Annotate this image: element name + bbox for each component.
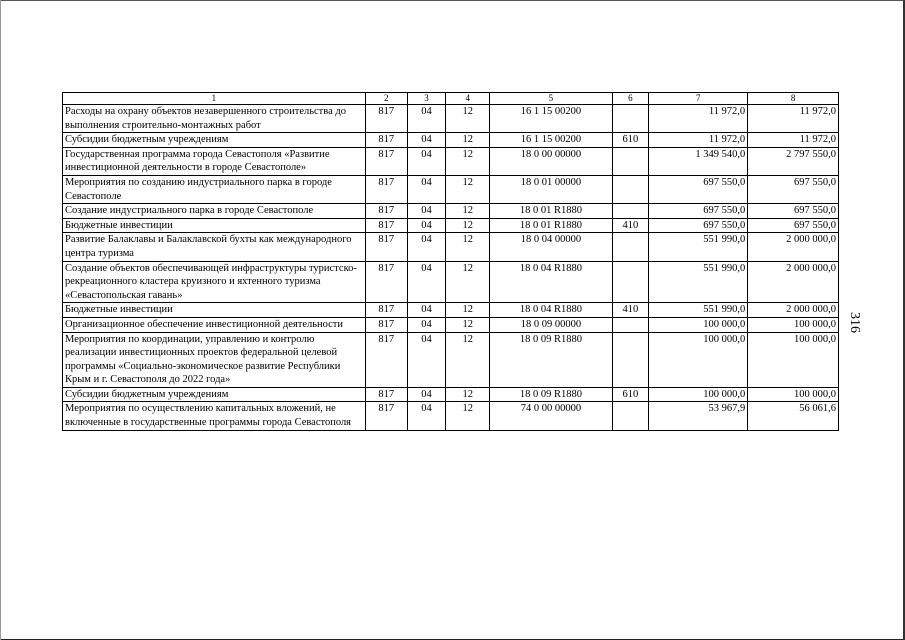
- expense-name-cell: Государственная программа города Севастополя «Развитие инвестиционной деятельности в городе Севастополе»: [63, 147, 366, 175]
- target-article-cell: 18 0 04 R1880: [490, 261, 612, 303]
- subsection-code-cell: 12: [446, 303, 490, 318]
- table-row: [63, 175, 839, 203]
- amount-year1-cell: 697 550,0: [649, 218, 748, 233]
- header-col-7: 7: [649, 93, 748, 105]
- admin-code-cell: 817: [365, 218, 407, 233]
- section-code-cell: 04: [407, 204, 446, 219]
- section-code-cell: 04: [407, 218, 446, 233]
- expense-type-cell: 410: [612, 218, 649, 233]
- admin-code-cell: 817: [365, 303, 407, 318]
- admin-code-cell: 817: [365, 317, 407, 332]
- subsection-code-cell: 12: [446, 218, 490, 233]
- admin-code-cell: 817: [365, 402, 407, 430]
- table-body: [63, 105, 839, 431]
- expense-type-cell: [612, 402, 649, 430]
- expense-name-cell: Мероприятия по координации, управлению и контролю реализации инвестиционных проектов федеральной целевой программы «Социально-экономическое развитие Республики Крым и г. Севастополя до 2022 года»: [63, 332, 366, 387]
- expense-type-cell: 610: [612, 387, 649, 402]
- amount-year2-cell: 100 000,0: [748, 332, 839, 387]
- section-code-cell: 04: [407, 105, 446, 133]
- table-row: [63, 387, 839, 402]
- amount-year1-cell: 100 000,0: [649, 317, 748, 332]
- scan-edge-top: [0, 0, 905, 1]
- table-header: [63, 93, 839, 105]
- table-row: [63, 332, 839, 387]
- amount-year1-cell: 11 972,0: [649, 133, 748, 148]
- amount-year2-cell: 697 550,0: [748, 204, 839, 219]
- header-col-4: 4: [446, 93, 490, 105]
- admin-code-cell: 817: [365, 133, 407, 148]
- section-code-cell: 04: [407, 402, 446, 430]
- amount-year2-cell: 56 061,6: [748, 402, 839, 430]
- expense-type-cell: [612, 261, 649, 303]
- section-code-cell: 04: [407, 175, 446, 203]
- target-article-cell: 18 0 09 00000: [490, 317, 612, 332]
- target-article-cell: 18 0 09 R1880: [490, 387, 612, 402]
- target-article-cell: 16 1 15 00200: [490, 105, 612, 133]
- expense-name-cell: Субсидии бюджетным учреждениям: [63, 133, 366, 148]
- table-row: [63, 303, 839, 318]
- amount-year2-cell: 100 000,0: [748, 387, 839, 402]
- amount-year1-cell: 697 550,0: [649, 204, 748, 219]
- admin-code-cell: 817: [365, 105, 407, 133]
- expense-name-cell: Создание индустриального парка в городе Севастополе: [63, 204, 366, 219]
- admin-code-cell: 817: [365, 387, 407, 402]
- amount-year1-cell: 53 967,9: [649, 402, 748, 430]
- target-article-cell: 18 0 01 00000: [490, 175, 612, 203]
- header-col-1: 1: [63, 93, 366, 105]
- header-col-3: 3: [407, 93, 446, 105]
- expense-type-cell: [612, 332, 649, 387]
- subsection-code-cell: 12: [446, 332, 490, 387]
- amount-year2-cell: 11 972,0: [748, 105, 839, 133]
- target-article-cell: 74 0 00 00000: [490, 402, 612, 430]
- amount-year2-cell: 2 797 550,0: [748, 147, 839, 175]
- table-row: [63, 147, 839, 175]
- admin-code-cell: 817: [365, 147, 407, 175]
- amount-year2-cell: 2 000 000,0: [748, 233, 839, 261]
- amount-year1-cell: 100 000,0: [649, 387, 748, 402]
- section-code-cell: 04: [407, 317, 446, 332]
- expense-type-cell: [612, 204, 649, 219]
- subsection-code-cell: 12: [446, 261, 490, 303]
- amount-year2-cell: 2 000 000,0: [748, 261, 839, 303]
- admin-code-cell: 817: [365, 233, 407, 261]
- expense-type-cell: [612, 233, 649, 261]
- expense-name-cell: Субсидии бюджетным учреждениям: [63, 387, 366, 402]
- expense-type-cell: [612, 317, 649, 332]
- table-row: [63, 261, 839, 303]
- amount-year2-cell: 697 550,0: [748, 218, 839, 233]
- amount-year1-cell: 551 990,0: [649, 261, 748, 303]
- target-article-cell: 18 0 01 R1880: [490, 218, 612, 233]
- subsection-code-cell: 12: [446, 133, 490, 148]
- amount-year2-cell: 100 000,0: [748, 317, 839, 332]
- scan-edge-left: [0, 0, 1, 640]
- table-row: [63, 133, 839, 148]
- table-row: [63, 218, 839, 233]
- expense-name-cell: Бюджетные инвестиции: [63, 218, 366, 233]
- subsection-code-cell: 12: [446, 147, 490, 175]
- expense-name-cell: Мероприятия по осуществлению капитальных вложений, не включенные в государственные программы города Севастополя: [63, 402, 366, 430]
- header-col-8: 8: [748, 93, 839, 105]
- amount-year1-cell: 697 550,0: [649, 175, 748, 203]
- section-code-cell: 04: [407, 233, 446, 261]
- admin-code-cell: 817: [365, 332, 407, 387]
- amount-year2-cell: 697 550,0: [748, 175, 839, 203]
- subsection-code-cell: 12: [446, 233, 490, 261]
- table-row: [63, 317, 839, 332]
- table-row: [63, 402, 839, 430]
- expense-name-cell: Создание объектов обеспечивающей инфраструктуры туристско-рекреационного кластера круизного и яхтенного туризма «Севастопольская гавань»: [63, 261, 366, 303]
- target-article-cell: 18 0 00 00000: [490, 147, 612, 175]
- expense-name-cell: Бюджетные инвестиции: [63, 303, 366, 318]
- header-row: [63, 93, 839, 105]
- target-article-cell: 18 0 04 R1880: [490, 303, 612, 318]
- amount-year2-cell: 11 972,0: [748, 133, 839, 148]
- expense-name-cell: Мероприятия по созданию индустриального парка в городе Севастополе: [63, 175, 366, 203]
- header-col-5: 5: [490, 93, 612, 105]
- amount-year1-cell: 100 000,0: [649, 332, 748, 387]
- amount-year1-cell: 11 972,0: [649, 105, 748, 133]
- page-number: 316: [847, 312, 862, 333]
- admin-code-cell: 817: [365, 204, 407, 219]
- expense-type-cell: [612, 105, 649, 133]
- target-article-cell: 18 0 01 R1880: [490, 204, 612, 219]
- target-article-cell: 16 1 15 00200: [490, 133, 612, 148]
- expense-name-cell: Организационное обеспечение инвестиционной деятельности: [63, 317, 366, 332]
- subsection-code-cell: 12: [446, 204, 490, 219]
- table-row: [63, 204, 839, 219]
- target-article-cell: 18 0 09 R1880: [490, 332, 612, 387]
- table-row: [63, 105, 839, 133]
- amount-year2-cell: 2 000 000,0: [748, 303, 839, 318]
- expense-type-cell: 410: [612, 303, 649, 318]
- section-code-cell: 04: [407, 147, 446, 175]
- subsection-code-cell: 12: [446, 402, 490, 430]
- expense-type-cell: [612, 175, 649, 203]
- section-code-cell: 04: [407, 387, 446, 402]
- amount-year1-cell: 551 990,0: [649, 233, 748, 261]
- expense-name-cell: Развитие Балаклавы и Балаклавской бухты как международного центра туризма: [63, 233, 366, 261]
- amount-year1-cell: 551 990,0: [649, 303, 748, 318]
- subsection-code-cell: 12: [446, 175, 490, 203]
- budget-table: [62, 92, 839, 431]
- header-col-2: 2: [365, 93, 407, 105]
- expense-name-cell: Расходы на охрану объектов незавершенного строительства до выполнения строительно-монтажных работ: [63, 105, 366, 133]
- section-code-cell: 04: [407, 133, 446, 148]
- admin-code-cell: 817: [365, 261, 407, 303]
- header-col-6: 6: [612, 93, 649, 105]
- amount-year1-cell: 1 349 540,0: [649, 147, 748, 175]
- subsection-code-cell: 12: [446, 387, 490, 402]
- table-row: [63, 233, 839, 261]
- subsection-code-cell: 12: [446, 105, 490, 133]
- subsection-code-cell: 12: [446, 317, 490, 332]
- expense-type-cell: 610: [612, 133, 649, 148]
- target-article-cell: 18 0 04 00000: [490, 233, 612, 261]
- expense-type-cell: [612, 147, 649, 175]
- section-code-cell: 04: [407, 332, 446, 387]
- section-code-cell: 04: [407, 303, 446, 318]
- admin-code-cell: 817: [365, 175, 407, 203]
- section-code-cell: 04: [407, 261, 446, 303]
